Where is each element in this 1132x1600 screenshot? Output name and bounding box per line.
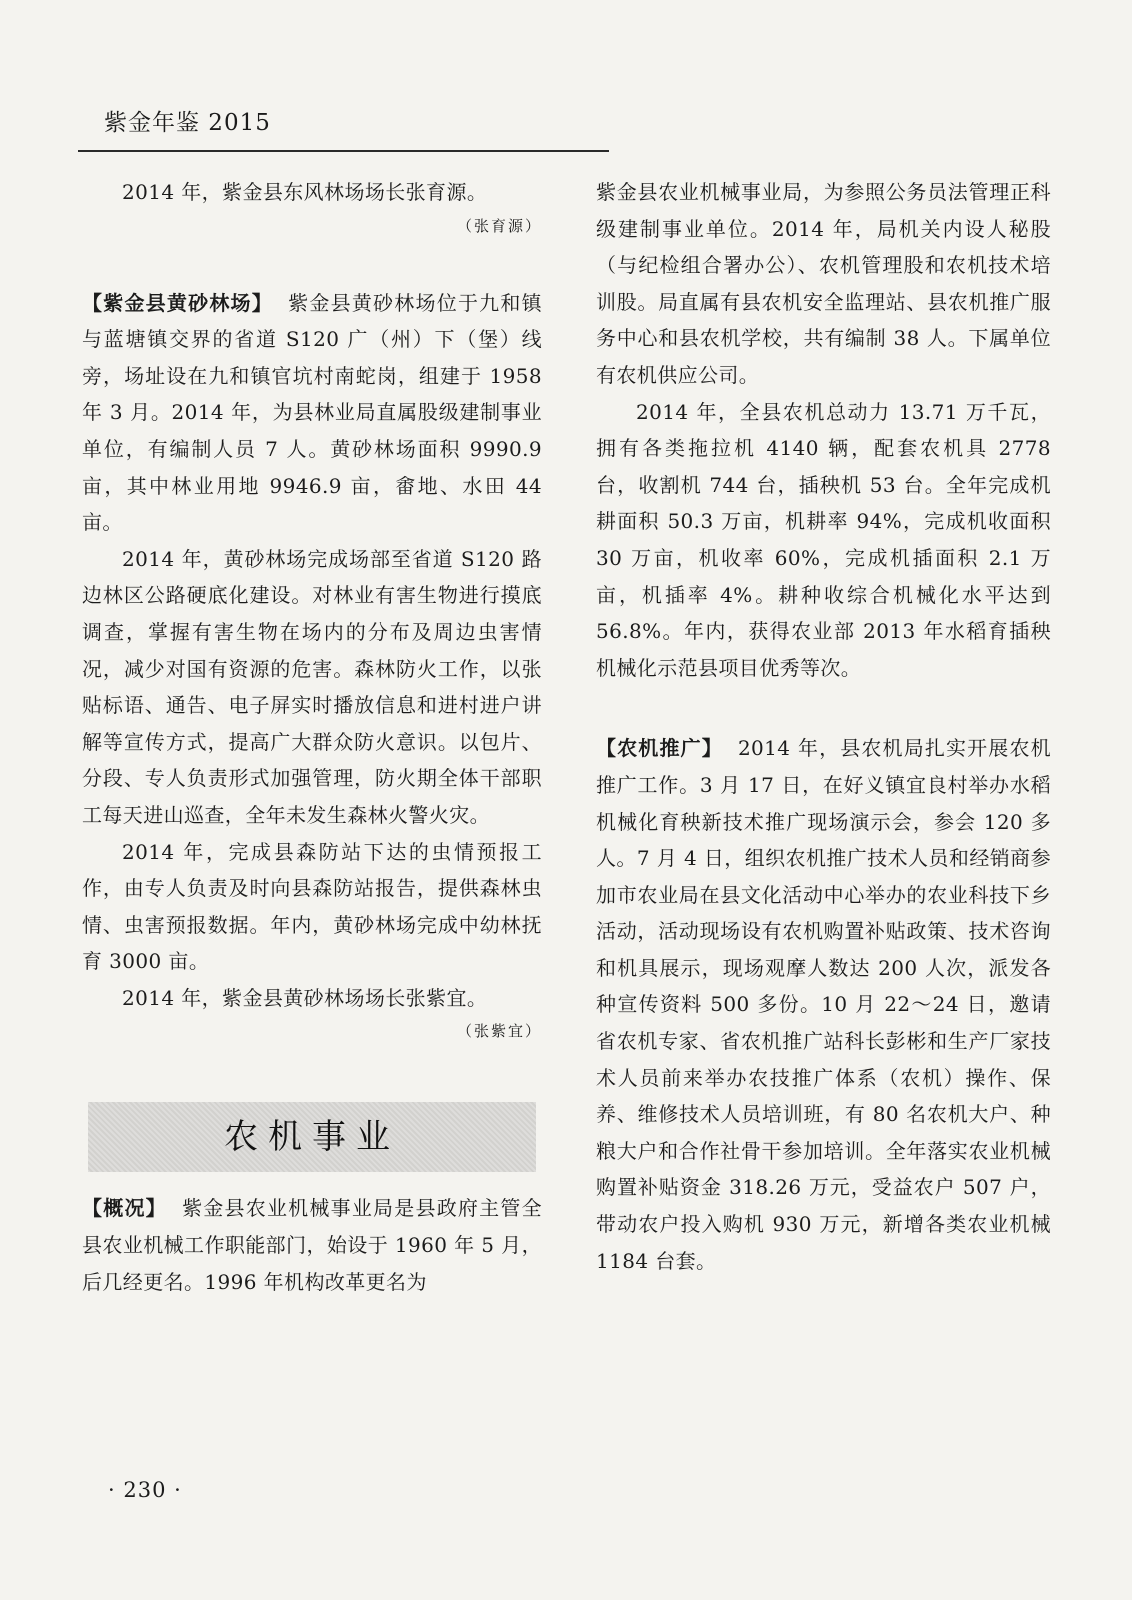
promotion-paragraph bbox=[596, 730, 1051, 1279]
section-title: 农机事业 bbox=[224, 1117, 400, 1158]
promotion-paragraph-text: 2014 年，县农机局扎实开展农机推广工作。3 月 17 日，在好义镇宜良村举办水稻机械化育秧新技术推广现场演示会，参会 120 多人。7 月 4 日，组织农机推广技术人员和经销商参加市农业局在县文化活动中心举办的农业科技下乡活动，活动现场设有农机购置补贴政策、技术咨询和机具展示，现场观摩人数达 200 人次，派发各种宣传资料 500 多份。10 月 22～24 日，邀请省农机专家、省农机推广站科长彭彬和生产厂家技术人员前来举办农技推广体系（农机）操作、保养、维修技术人员培训班，有 80 名农机大户、种粮大户和合作社骨干参加培训。全年落实农业机械购置补贴资金 318.26 万元，受益农户 507 户，带动农户投入购机 930 万元，新增各类农业机械 1184 台套。 bbox=[596, 736, 1052, 1273]
overview-paragraph bbox=[82, 1190, 542, 1300]
overview-paragraph-text: 紫金县农业机械事业局是县政府主管全县农业机械工作职能部门，始设于 1960 年 5 月，后几经更名。1996 年机构改革更名为 bbox=[82, 1196, 542, 1294]
huangsha-paragraph-1-text: 紫金县黄砂林场位于九和镇与蓝塘镇交界的省道 S120 广（州）下（堡）线旁，场址设在九和镇官坑村南蛇岗，组建于 1958 年 3 月。2014 年，为县林业局直属股级建制事业单位，有编制人员 7 人。黄砂林场面积 9990.9 亩，其中林业用地 9946.9 亩，畬地、水田 44 亩。 bbox=[82, 290, 543, 535]
overview-continuation: 紫金县农业机械事业局，为参照公务员法管理正科级建制事业单位。2014 年，局机关内设人秘股（与纪检组合署办公）、农机管理股和农机技术培训股。局直属有县农机安全监理站、县农机推广服务中心和县农机学校，共有编制 38 人。下属单位有农机供应公司。 bbox=[596, 180, 1051, 387]
author-credit: （张育源） bbox=[456, 216, 542, 235]
overview-heading: 【概况】 bbox=[82, 1196, 167, 1221]
header-rule bbox=[78, 150, 609, 152]
dongfeng-director-paragraph: 2014 年，紫金县东风林场场长张育源。 bbox=[122, 180, 488, 204]
running-header: 紫金年鉴 2015 bbox=[104, 110, 271, 136]
page-number: · 230 · bbox=[108, 1478, 182, 1502]
section-banner bbox=[88, 1102, 536, 1172]
huangsha-paragraph-1 bbox=[82, 285, 542, 541]
huangsha-paragraph-3: 2014 年，完成县森防站下达的虫情预报工作，由专人负责及时向县森防站报告，提供森林虫情、虫害预报数据。年内，黄砂林场完成中幼林抚育 3000 亩。 bbox=[82, 839, 542, 974]
huangsha-heading: 【紫金县黄砂林场】 bbox=[82, 290, 273, 315]
left-column bbox=[82, 174, 542, 1300]
huangsha-paragraph-4: 2014 年，紫金县黄砂林场场长张紫宜。 bbox=[122, 985, 488, 1010]
author-credit: （张紫宜） bbox=[456, 1022, 542, 1041]
promotion-heading: 【农机推广】 bbox=[596, 736, 723, 761]
right-column bbox=[596, 174, 1051, 1279]
overview-statistics-paragraph: 2014 年，全县农机总动力 13.71 万千瓦，拥有各类拖拉机 4140 辆，配套农机具 2778 台，收割机 744 台，插秧机 53 台。全年完成机耕面积 50.3 万亩，机耕率 94%，完成机收面积 30 万亩，机收率 60%，完成机插面积 2.1 万亩，机插率 4%。耕种收综合机械化水平达到 56.8%。年内，获得农业部 2013 年水稻育插秧机械化示范县项目优秀等次。 bbox=[596, 399, 1051, 680]
huangsha-paragraph-2: 2014 年，黄砂林场完成场部至省道 S120 路边林区公路硬底化建设。对林业有害生物进行摸底调查，掌握有害生物在场内的分布及周边虫害情况，减少对国有资源的危害。森林防火工作，以张贴标语、通告、电子屏实时播放信息和进村进户讲解等宣传方式，提高广大群众防火意识。以包片、分段、专人负责形式加强管理，防火期全体干部职工每天进山巡查，全年未发生森林火警火灾。 bbox=[82, 546, 542, 827]
